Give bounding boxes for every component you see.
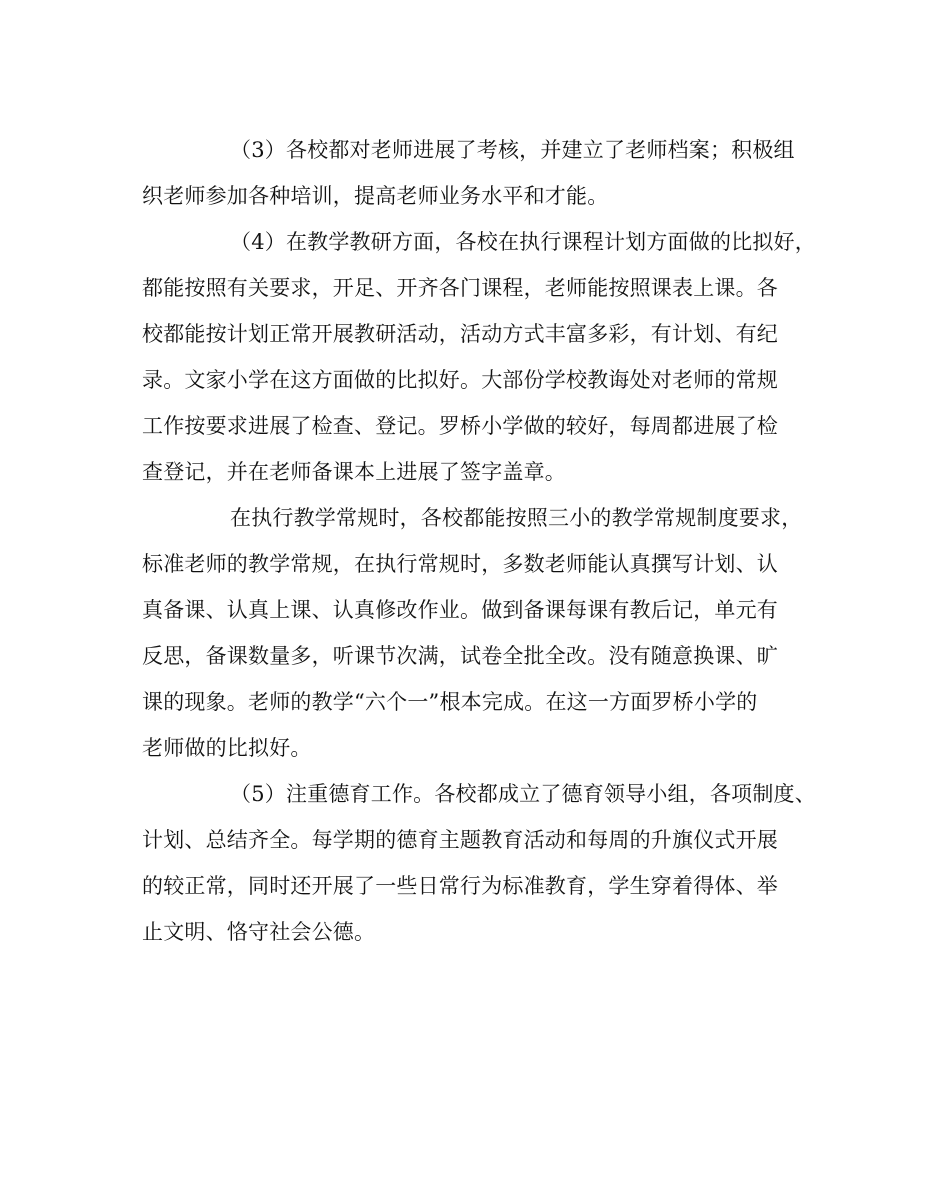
paragraph-4-line-3: 校都能按计划正常开展教研活动，活动方式丰富多彩，有计划、有纪 (142, 322, 778, 346)
paragraph-4-line-6: 查登记，并在老师备课本上进展了签字盖章。 (142, 460, 566, 484)
paragraph-routine-line-2: 标准老师的教学常规，在执行常规时，多数老师能认真撰写计划、认 (142, 552, 778, 576)
paragraph-routine-line-4: 反思，备课数量多，听课节次满，试卷全批全改。没有随意换课、旷 (142, 644, 778, 668)
paragraph-5-line-2: 计划、总结齐全。每学期的德育主题教育活动和每周的升旗仪式开展 (142, 828, 778, 852)
paragraph-3-line-1: （3）各校都对老师进展了考核，并建立了老师档案；积极组 (230, 138, 795, 162)
document-body (142, 130, 832, 958)
paragraph-routine-line-5: 课的现象。老师的教学“六个一”根本完成。在这一方面罗桥小学的 (142, 690, 758, 714)
paragraph-4-line-4: 录。文家小学在这方面做的比拟好。大部份学校教诲处对老师的常规 (142, 368, 778, 392)
paragraph-3-line-2: 织老师参加各种培训，提高老师业务水平和才能。 (142, 184, 609, 208)
paragraph-4-line-5: 工作按要求进展了检查、登记。罗桥小学做的较好，每周都进展了检 (142, 414, 778, 438)
paragraph-routine-line-1: 在执行教学常规时，各校都能按照三小的教学常规制度要求， (230, 506, 803, 530)
paragraph-5-line-3: 的较正常，同时还开展了一些日常行为标准教育，学生穿着得体、举 (142, 874, 778, 898)
paragraph-5-line-1: （5）注重德育工作。各校都成立了德育领导小组，各项制度、 (230, 782, 816, 806)
paragraph-routine-line-6: 老师做的比拟好。 (142, 736, 312, 760)
paragraph-4-line-1: （4）在教学教研方面，各校在执行课程计划方面做的比拟好， (230, 230, 816, 254)
paragraph-4-line-2: 都能按照有关要求，开足、开齐各门课程，老师能按照课表上课。各 (142, 276, 778, 300)
paragraph-routine-line-3: 真备课、认真上课、认真修改作业。做到备课每课有教后记，单元有 (142, 598, 778, 622)
paragraph-5-line-4: 止文明、恪守社会公德。 (142, 920, 376, 944)
